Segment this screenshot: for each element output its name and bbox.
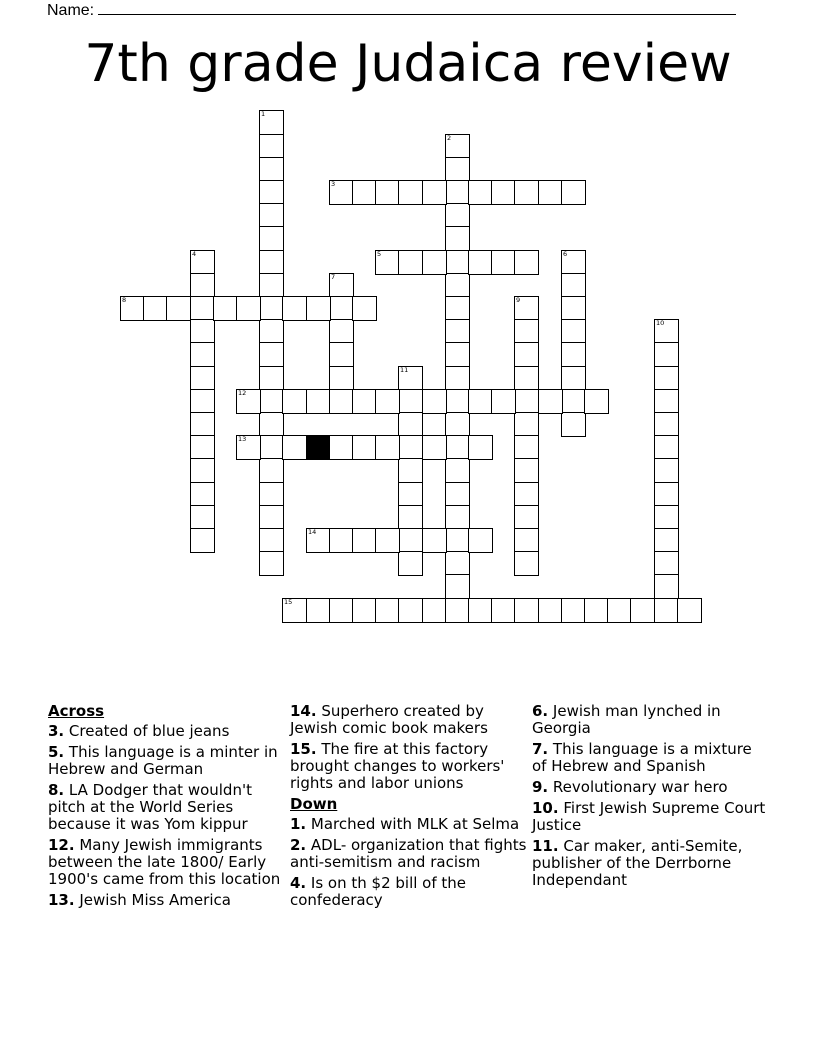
grid-cell[interactable] [422, 528, 447, 553]
clue-number: 1 [261, 110, 266, 118]
grid-cell[interactable] [329, 435, 354, 460]
grid-cell[interactable] [422, 180, 447, 205]
clue-number: 11 [400, 366, 409, 374]
clue-down-1: 1. Marched with MLK at Selma [290, 815, 520, 833]
grid-cell[interactable] [259, 250, 284, 275]
grid-cell[interactable] [282, 435, 307, 460]
clues-column-2 [290, 703, 528, 913]
grid-cell[interactable] [329, 319, 354, 344]
grid-cell[interactable] [514, 458, 539, 483]
grid-cell[interactable] [561, 319, 586, 344]
grid-cell[interactable] [143, 296, 168, 321]
grid-cell[interactable] [259, 412, 284, 437]
grid-cell[interactable] [445, 319, 470, 344]
grid-cell[interactable] [329, 273, 354, 298]
grid-cell[interactable] [236, 296, 261, 321]
grid-cell[interactable] [514, 250, 539, 275]
grid-cell[interactable] [468, 389, 493, 414]
grid-cell[interactable] [398, 180, 423, 205]
grid-cell[interactable] [259, 226, 284, 251]
grid-cell[interactable] [190, 389, 215, 414]
grid-cell[interactable] [468, 250, 493, 275]
grid-cell[interactable] [561, 250, 586, 275]
grid-cell[interactable] [259, 110, 284, 135]
clues-column-1 [48, 703, 286, 913]
clue-number: 3 [331, 180, 336, 188]
grid-cell[interactable] [607, 598, 632, 623]
grid-cell[interactable] [236, 435, 261, 460]
grid-cell[interactable] [259, 180, 284, 205]
grid-cell[interactable] [259, 319, 284, 344]
grid-cell[interactable] [445, 598, 470, 623]
grid-cell[interactable] [190, 366, 215, 391]
grid-cell[interactable] [422, 435, 447, 460]
clue-number: 12 [238, 389, 247, 397]
clue-number: 9 [516, 296, 521, 304]
clue-number: 4 [192, 250, 197, 258]
grid-cell[interactable] [677, 598, 702, 623]
grid-cell[interactable] [445, 412, 470, 437]
grid-cell[interactable] [375, 389, 400, 414]
grid-cell[interactable] [190, 296, 215, 321]
grid-cell[interactable] [190, 273, 215, 298]
grid-cell[interactable] [398, 505, 423, 530]
grid-cell[interactable] [514, 412, 539, 437]
clue-across-12: 12. Many Jewish immigrants between the late 1800/ Early 1900's came from this location [48, 836, 281, 888]
grid-cell[interactable] [654, 458, 679, 483]
clue-number: 13 [238, 435, 247, 443]
grid-cell[interactable] [561, 412, 586, 437]
grid-cell[interactable] [445, 366, 470, 391]
grid-cell[interactable] [654, 435, 679, 460]
grid-cell[interactable] [584, 389, 609, 414]
grid-cell[interactable] [445, 574, 470, 599]
grid-cell[interactable] [561, 342, 586, 367]
clue-down-9: 9. Revolutionary war hero [532, 778, 728, 796]
clue-number: 7 [331, 273, 336, 281]
grid-cell[interactable] [398, 366, 423, 391]
grid-cell[interactable] [213, 296, 238, 321]
grid-cell[interactable] [352, 180, 377, 205]
grid-cell[interactable] [259, 551, 284, 576]
grid-cell[interactable] [514, 598, 539, 623]
grid-block [306, 435, 331, 460]
grid-cell[interactable] [329, 342, 354, 367]
grid-cell[interactable] [491, 250, 516, 275]
across-heading: Across [48, 702, 105, 720]
grid-cell[interactable] [654, 574, 679, 599]
grid-cell[interactable] [398, 389, 423, 414]
grid-cell[interactable] [514, 389, 539, 414]
grid-cell[interactable] [190, 435, 215, 460]
grid-cell[interactable] [514, 528, 539, 553]
clue-number: 2 [447, 134, 452, 142]
grid-cell[interactable] [398, 435, 423, 460]
grid-cell[interactable] [375, 180, 400, 205]
grid-cell[interactable] [352, 528, 377, 553]
grid-cell[interactable] [190, 250, 215, 275]
clue-number: 10 [656, 319, 665, 327]
grid-cell[interactable] [259, 435, 284, 460]
grid-cell[interactable] [538, 598, 563, 623]
grid-cell[interactable] [654, 598, 679, 623]
grid-cell[interactable] [445, 180, 470, 205]
grid-cell[interactable] [445, 482, 470, 507]
grid-cell[interactable] [236, 389, 261, 414]
grid-cell[interactable] [190, 342, 215, 367]
grid-cell[interactable] [375, 598, 400, 623]
grid-cell[interactable] [445, 157, 470, 182]
grid-cell[interactable] [422, 598, 447, 623]
grid-cell[interactable] [398, 551, 423, 576]
grid-cell[interactable] [398, 482, 423, 507]
grid-cell[interactable] [329, 389, 354, 414]
grid-cell[interactable] [190, 528, 215, 553]
grid-cell[interactable] [306, 389, 331, 414]
grid-cell[interactable] [445, 226, 470, 251]
grid-cell[interactable] [329, 366, 354, 391]
grid-cell[interactable] [514, 551, 539, 576]
grid-cell[interactable] [491, 180, 516, 205]
grid-cell[interactable] [398, 528, 423, 553]
grid-cell[interactable] [190, 482, 215, 507]
grid-cell[interactable] [259, 157, 284, 182]
grid-cell[interactable] [398, 598, 423, 623]
grid-cell[interactable] [445, 250, 470, 275]
grid-cell[interactable] [352, 296, 377, 321]
grid-cell[interactable] [654, 389, 679, 414]
grid-cell[interactable] [352, 598, 377, 623]
grid-cell[interactable] [561, 296, 586, 321]
grid-cell[interactable] [445, 203, 470, 228]
grid-cell[interactable] [445, 505, 470, 530]
grid-cell[interactable] [654, 319, 679, 344]
grid-cell[interactable] [654, 482, 679, 507]
grid-cell[interactable] [654, 505, 679, 530]
clue-down-10: 10. First Jewish Supreme Court Justice [532, 799, 766, 834]
clue-across-5: 5. This language is a minter in Hebrew and German [48, 743, 278, 778]
grid-cell[interactable] [445, 296, 470, 321]
grid-cell[interactable] [375, 435, 400, 460]
grid-cell[interactable] [561, 389, 586, 414]
grid-cell[interactable] [654, 366, 679, 391]
grid-cell[interactable] [375, 528, 400, 553]
grid-cell[interactable] [514, 319, 539, 344]
grid-cell[interactable] [630, 598, 655, 623]
clue-across-14: 14. Superhero created by Jewish comic book makers [290, 702, 488, 737]
grid-cell[interactable] [190, 458, 215, 483]
clue-number: 14 [308, 528, 317, 536]
grid-cell[interactable] [584, 598, 609, 623]
clue-number: 8 [122, 296, 127, 304]
grid-cell[interactable] [445, 458, 470, 483]
page-title: 7th grade Judaica review [84, 34, 732, 94]
clue-down-4: 4. Is on th $2 bill of the confederacy [290, 874, 467, 909]
clue-across-15: 15. The fire at this factory brought changes to workers' rights and labor unions [290, 740, 505, 792]
grid-cell[interactable] [190, 412, 215, 437]
grid-cell[interactable] [561, 273, 586, 298]
grid-cell[interactable] [514, 180, 539, 205]
name-label: Name: [47, 2, 95, 19]
grid-cell[interactable] [306, 598, 331, 623]
grid-cell[interactable] [282, 598, 307, 623]
grid-cell[interactable] [422, 250, 447, 275]
clues-column-3 [532, 703, 770, 893]
grid-cell[interactable] [398, 412, 423, 437]
grid-cell[interactable] [445, 134, 470, 159]
grid-cell[interactable] [561, 180, 586, 205]
grid-cell[interactable] [259, 134, 284, 159]
grid-cell[interactable] [561, 598, 586, 623]
grid-cell[interactable] [654, 342, 679, 367]
clue-down-2: 2. ADL- organization that fights anti-semitism and racism [290, 836, 527, 871]
grid-cell[interactable] [445, 551, 470, 576]
grid-cell[interactable] [561, 366, 586, 391]
grid-cell[interactable] [398, 458, 423, 483]
grid-cell[interactable] [468, 528, 493, 553]
grid-cell[interactable] [259, 482, 284, 507]
grid-cell[interactable] [538, 180, 563, 205]
grid-cell[interactable] [445, 435, 470, 460]
grid-cell[interactable] [654, 528, 679, 553]
clue-down-7: 7. This language is a mixture of Hebrew and Spanish [532, 740, 752, 775]
clue-number: 15 [284, 598, 293, 606]
grid-cell[interactable] [329, 296, 354, 321]
grid-cell[interactable] [120, 296, 145, 321]
grid-cell[interactable] [282, 296, 307, 321]
clue-number: 6 [563, 250, 568, 258]
grid-cell[interactable] [259, 366, 284, 391]
grid-cell[interactable] [259, 273, 284, 298]
grid-cell[interactable] [538, 389, 563, 414]
grid-cell[interactable] [329, 598, 354, 623]
grid-cell[interactable] [190, 319, 215, 344]
grid-cell[interactable] [259, 458, 284, 483]
grid-cell[interactable] [654, 412, 679, 437]
grid-cell[interactable] [514, 482, 539, 507]
down-heading: Down [290, 795, 338, 813]
grid-cell[interactable] [491, 598, 516, 623]
grid-cell[interactable] [306, 296, 331, 321]
grid-cell[interactable] [352, 389, 377, 414]
grid-cell[interactable] [654, 551, 679, 576]
grid-cell[interactable] [259, 203, 284, 228]
clue-across-3: 3. Created of blue jeans [48, 722, 230, 740]
grid-cell[interactable] [468, 180, 493, 205]
grid-cell[interactable] [422, 389, 447, 414]
grid-cell[interactable] [398, 250, 423, 275]
grid-cell[interactable] [514, 366, 539, 391]
grid-cell[interactable] [259, 296, 284, 321]
grid-cell[interactable] [329, 528, 354, 553]
clue-number: 5 [377, 250, 382, 258]
clue-down-11: 11. Car maker, anti-Semite, publisher of the Derrborne Independant [532, 837, 743, 889]
grid-cell[interactable] [514, 435, 539, 460]
grid-cell[interactable] [445, 342, 470, 367]
grid-cell[interactable] [445, 389, 470, 414]
grid-cell[interactable] [190, 505, 215, 530]
grid-cell[interactable] [468, 598, 493, 623]
grid-cell[interactable] [282, 389, 307, 414]
grid-cell[interactable] [166, 296, 191, 321]
clue-down-6: 6. Jewish man lynched in Georgia [532, 702, 721, 737]
grid-cell[interactable] [306, 528, 331, 553]
grid-cell[interactable] [468, 435, 493, 460]
grid-cell[interactable] [445, 273, 470, 298]
grid-cell[interactable] [259, 505, 284, 530]
grid-cell[interactable] [329, 180, 354, 205]
grid-cell[interactable] [352, 435, 377, 460]
grid-cell[interactable] [514, 342, 539, 367]
grid-cell[interactable] [375, 250, 400, 275]
grid-cell[interactable] [259, 342, 284, 367]
clue-across-8: 8. LA Dodger that wouldn't pitch at the World Series because it was Yom kippur [48, 781, 252, 833]
grid-cell[interactable] [491, 389, 516, 414]
grid-cell[interactable] [514, 505, 539, 530]
grid-cell[interactable] [259, 389, 284, 414]
clue-across-13: 13. Jewish Miss America [48, 891, 231, 909]
grid-cell[interactable] [514, 296, 539, 321]
grid-cell[interactable] [259, 528, 284, 553]
grid-cell[interactable] [445, 528, 470, 553]
